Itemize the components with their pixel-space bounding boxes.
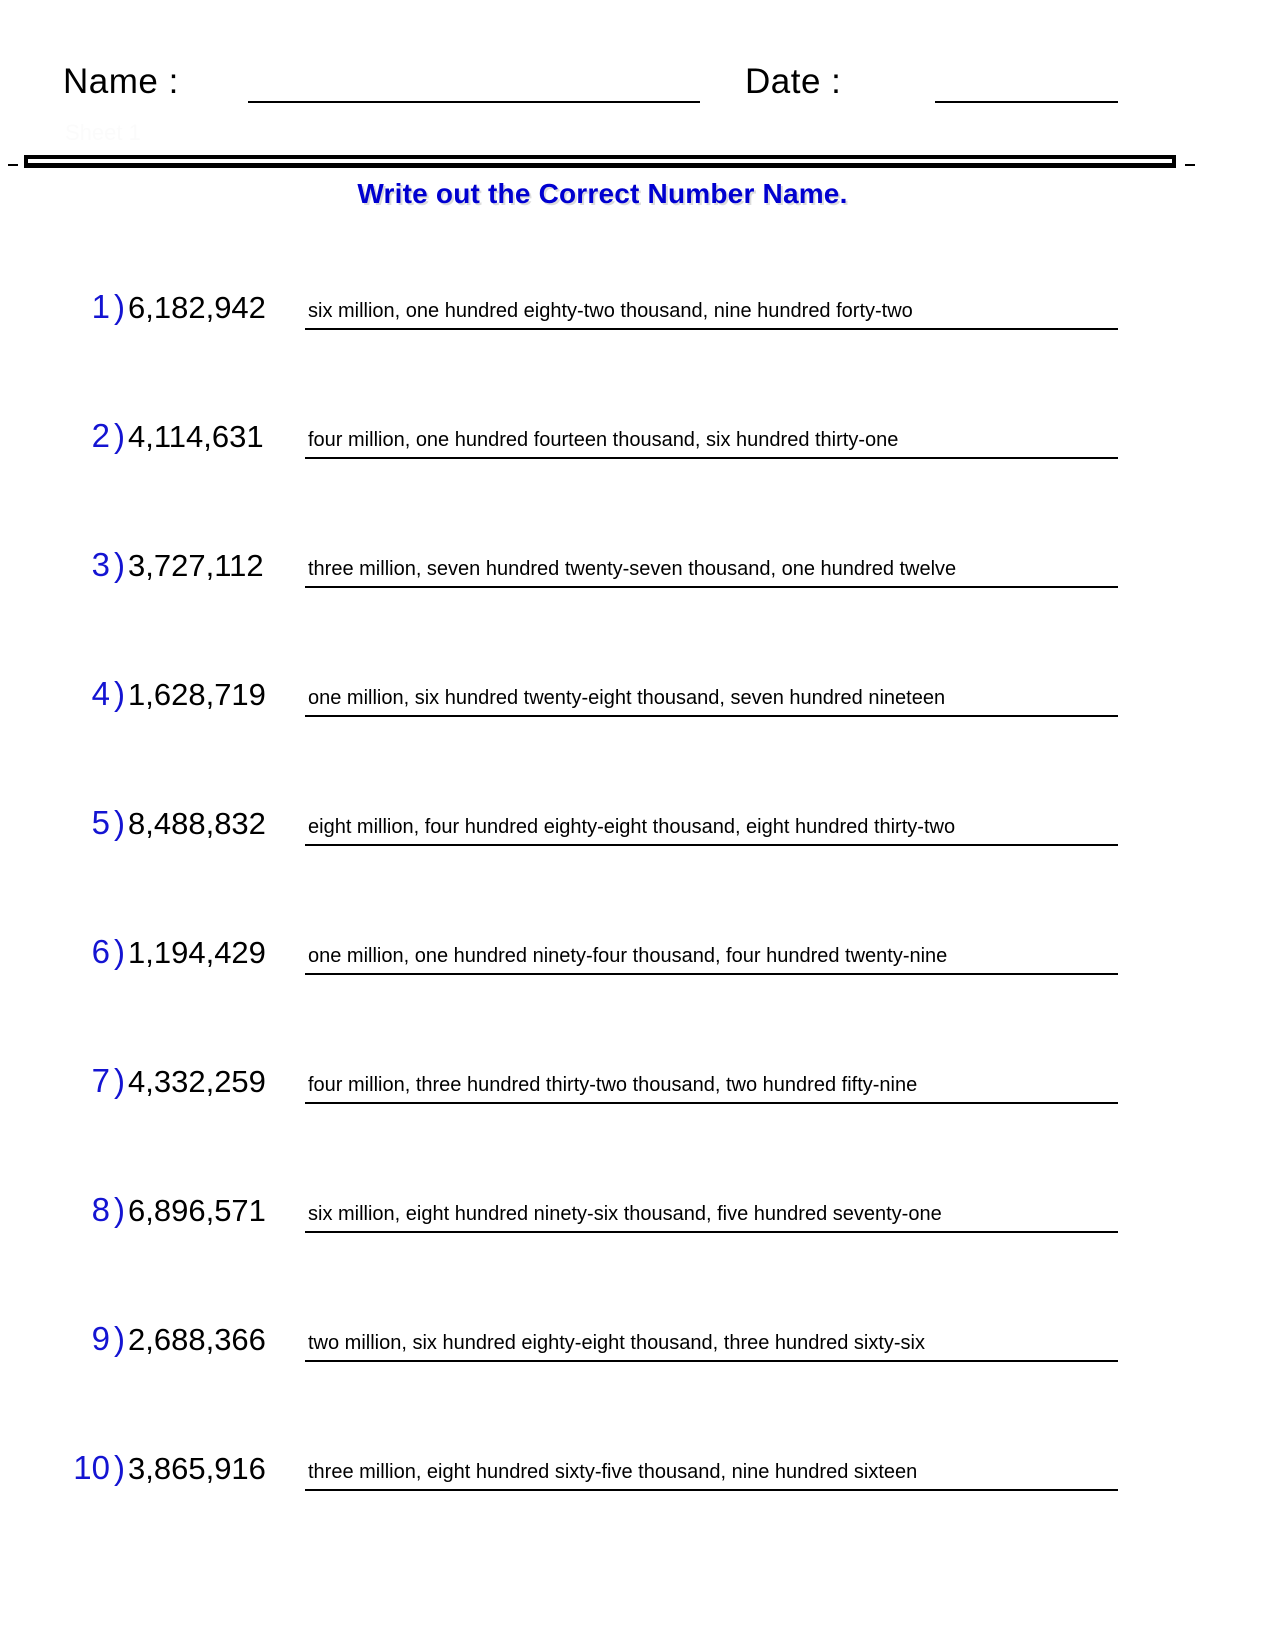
divider-bar-gap [28, 159, 1172, 163]
problem-number: 1,628,719 [128, 677, 266, 712]
problem-number: 4,114,631 [128, 419, 264, 454]
answer-line[interactable] [305, 673, 1118, 717]
problem-paren: ) [114, 1449, 125, 1486]
problem-paren: ) [114, 417, 125, 454]
page-title: Write out the Correct Number Name. [357, 178, 848, 209]
answer-text: one million, six hundred twenty-eight thousand, seven hundred nineteen [308, 687, 946, 709]
problem-index: 10 [73, 1449, 110, 1486]
answer-text: three million, eight hundred sixty-five thousand, nine hundred sixteen [308, 1461, 918, 1483]
problem-number: 3,727,112 [128, 548, 264, 583]
answer-line[interactable] [305, 415, 1118, 459]
answer-text: four million, one hundred fourteen thousand, six hundred thirty-one [308, 429, 899, 451]
problem-index: 4 [91, 675, 110, 712]
problem-paren: ) [114, 546, 125, 583]
answer-line[interactable] [305, 802, 1118, 846]
problem-row [0, 913, 1275, 1042]
problem-paren: ) [114, 288, 125, 325]
problem-number: 2,688,366 [128, 1322, 266, 1357]
answer-line[interactable] [305, 1447, 1118, 1491]
problem-paren: ) [114, 675, 125, 712]
problem-paren: ) [114, 1062, 125, 1099]
problem-row [0, 655, 1275, 784]
divider-right-tick [1185, 164, 1195, 166]
problem-paren: ) [114, 933, 125, 970]
date-input-line[interactable] [935, 101, 1118, 103]
answer-line[interactable] [305, 1189, 1118, 1233]
problem-row [0, 268, 1275, 397]
problem-number: 6,896,571 [128, 1193, 266, 1228]
answer-line[interactable] [305, 286, 1118, 330]
problem-row [0, 1300, 1275, 1429]
divider-left-tick [8, 164, 18, 166]
answer-text: three million, seven hundred twenty-seven thousand, one hundred twelve [308, 558, 957, 580]
answer-text: four million, three hundred thirty-two thousand, two hundred fifty-nine [308, 1074, 918, 1096]
problem-index: 3 [91, 546, 110, 583]
problem-index: 9 [91, 1320, 110, 1357]
problem-index: 1 [91, 288, 110, 325]
answer-text: six million, one hundred eighty-two thousand, nine hundred forty-two [308, 300, 913, 322]
answer-text: eight million, four hundred eighty-eight thousand, eight hundred thirty-two [308, 816, 956, 838]
problem-number: 3,865,916 [128, 1451, 266, 1486]
problem-row [0, 1171, 1275, 1300]
answer-line[interactable] [305, 931, 1118, 975]
problem-number: 1,194,429 [128, 935, 266, 970]
name-label: Name : [63, 62, 179, 101]
answer-text: one million, one hundred ninety-four thousand, four hundred twenty-nine [308, 945, 948, 967]
problem-index: 5 [91, 804, 110, 841]
answer-line[interactable] [305, 544, 1118, 588]
faint-watermark-text: Sheet 1 [65, 120, 141, 145]
problem-paren: ) [114, 804, 125, 841]
problem-row [0, 784, 1275, 913]
problem-row [0, 1042, 1275, 1171]
answer-line[interactable] [305, 1060, 1118, 1104]
answer-line[interactable] [305, 1318, 1118, 1362]
problem-number: 6,182,942 [128, 290, 266, 325]
problem-number: 4,332,259 [128, 1064, 266, 1099]
answer-text: two million, six hundred eighty-eight thousand, three hundred sixty-six [308, 1332, 925, 1354]
problem-number: 8,488,832 [128, 806, 266, 841]
problem-paren: ) [114, 1320, 125, 1357]
header-divider [0, 155, 1275, 175]
problem-index: 2 [91, 417, 110, 454]
date-label: Date : [745, 62, 842, 101]
problem-paren: ) [114, 1191, 125, 1228]
worksheet-header [0, 48, 1275, 108]
problem-row [0, 397, 1275, 526]
answer-text: six million, eight hundred ninety-six thousand, five hundred seventy-one [308, 1203, 942, 1225]
problem-row [0, 526, 1275, 655]
problem-index: 7 [91, 1062, 110, 1099]
problem-list [0, 268, 1275, 1558]
name-input-line[interactable] [248, 101, 700, 103]
problem-row [0, 1429, 1275, 1558]
problem-index: 6 [91, 933, 110, 970]
problem-index: 8 [91, 1191, 110, 1228]
